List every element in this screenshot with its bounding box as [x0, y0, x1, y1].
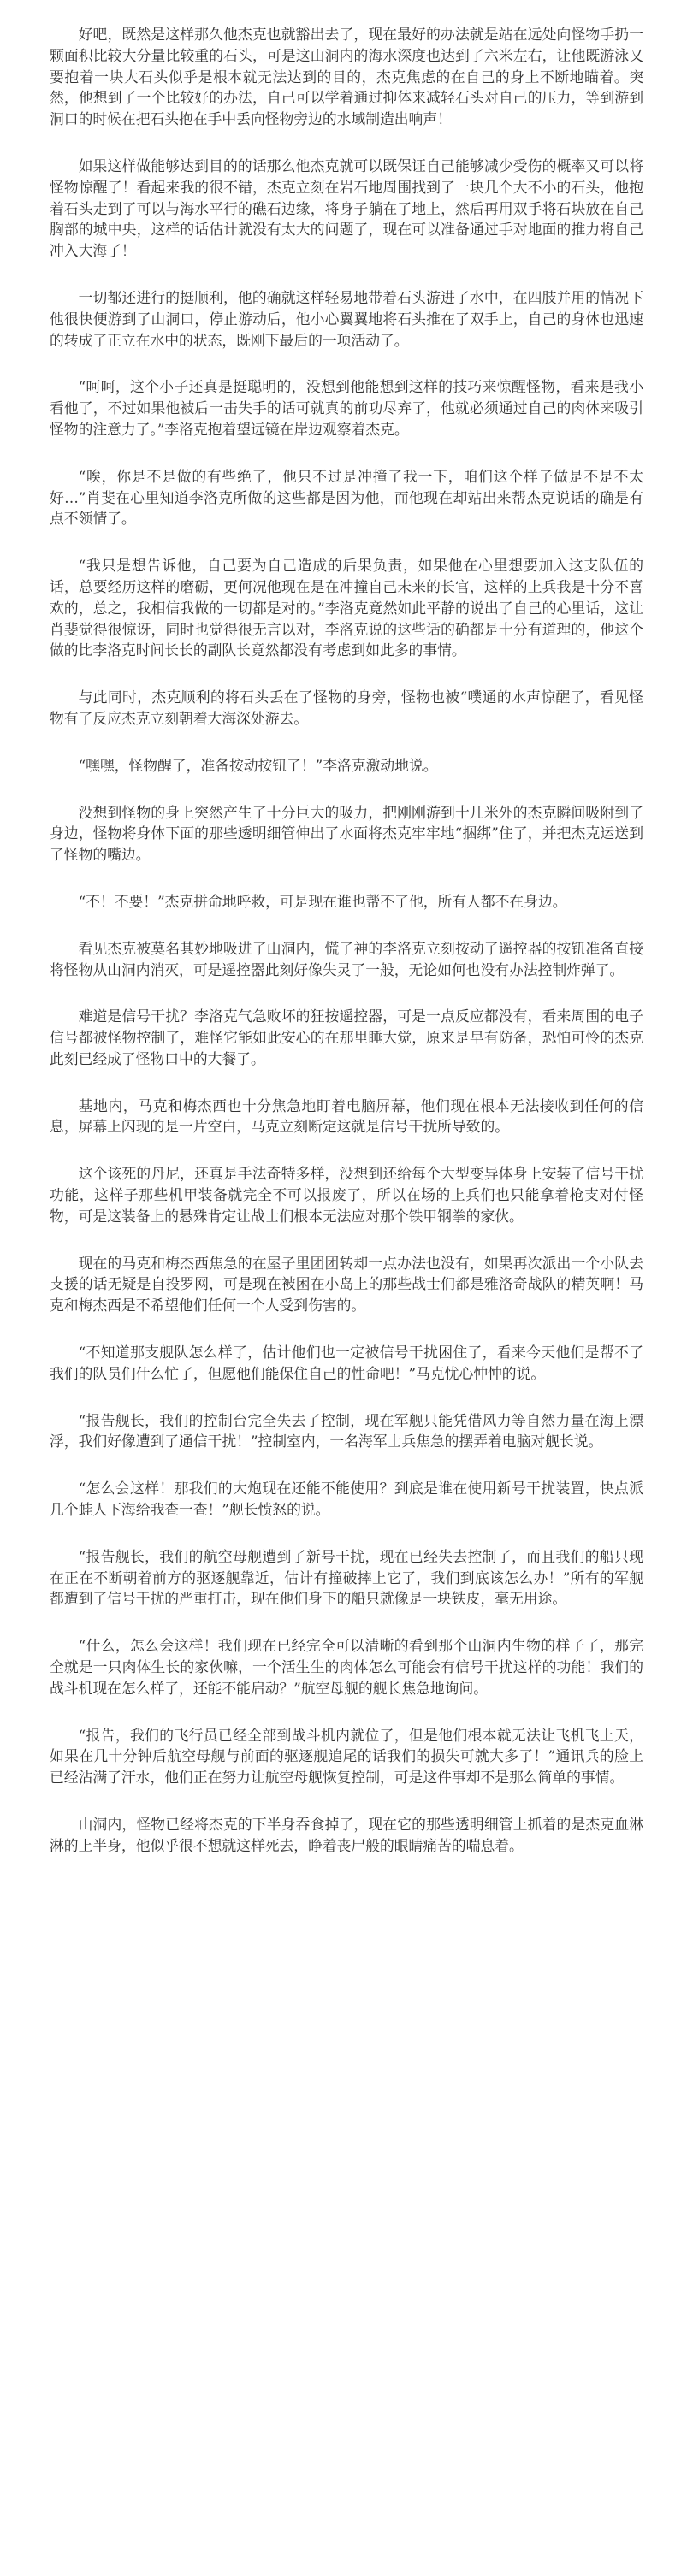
paragraph-1: 好吧，既然是这样那久他杰克也就豁出去了，现在最好的办法就是站在远处向怪物手扔一颗面积比较大分量比较重的石头，可是这山洞内的海水深度也达到了六米左右，让他既游泳又要抱着一块大石头似乎是根本就无法达到的目的，杰克焦虑的在自己的身上不断地瞄着。突然，他想到了一个比较好的办法，自己可以学着通过抑体来减轻石头对自己的压力，等到游到洞口的时候在把石头抱在手中丢向怪物旁边的水域制造出响声！ [50, 26, 643, 128]
paragraph-20: “什么，怎么会这样！我们现在已经完全可以清晰的看到那个山洞内生物的样子了，那完全就是一只肉体生长的家伙嘛，一个活生生的肉体怎么可能会有信号干扰这样的功能！我们的战斗机现在怎么样了，还能不能启动？”航空母舰的舰长焦急地询问。 [50, 1637, 643, 1697]
paragraph-17: “报告舰长，我们的控制台完全失去了控制，现在军舰只能凭借风力等自然力量在海上漂浮，我们好像遭到了通信干扰！”控制室内，一名海军士兵焦急的摆弄着电脑对舰长说。 [50, 1411, 643, 1450]
paragraph-5: “唉，你是不是做的有些绝了，他只不过是冲撞了我一下，咱们这个样子做是不是不太好…”肖斐在心里知道李洛克所做的这些都是因为他，而他现在却站出来帮杰克说话的确是有点不领情了。 [50, 467, 643, 528]
paragraph-2: 如果这样做能够达到目的的话那么他杰克就可以既保证自己能够减少受伤的概率又可以将怪物惊醒了！看起来我的很不错，杰克立刻在岩石地周围找到了一块几个大不小的石头，他抱着石头走到了可以与海水平行的礁石边缘，将身子躺在了地上，然后再用双手将石块放在自己胸部的城中央，这样的话估计就没有太大的问题了，现在可以准备通过手对地面的推力将自己冲入大海了！ [50, 157, 643, 260]
paragraph-8: “嘿嘿，怪物醒了，准备按动按钮了！”李洛克激动地说。 [78, 756, 438, 774]
paragraph-13: 基地内，马克和梅杰西也十分焦急地盯着电脑屏幕，他们现在根本无法接收到任何的信息，屏幕上闪现的是一片空白，马克立刻断定这就是信号干扰所导致的。 [50, 1096, 643, 1136]
paragraph-15: 现在的马克和梅杰西焦急的在屋子里团团转却一点办法也没有，如果再次派出一个小队去支援的话无疑是自投罗网，可是现在被困在小岛上的那些战士们都是雅洛奇战队的精英啊！马克和梅杰西是不希望他们任何一个人受到伤害的。 [50, 1254, 643, 1315]
paragraph-19: “报告舰长，我们的航空母舰遭到了新号干扰，现在已经失去控制了，而且我们的船只现在正在不断朝着前方的驱逐舰靠近，估计有撞破摔上它了，我们到底该怎么办！”所有的军舰都遭到了信号干扰的严重打击，现在他们身下的船只就像是一块铁皮，毫无用途。 [50, 1547, 643, 1608]
paragraph-18: “怎么会这样！那我们的大炮现在还能不能使用？到底是谁在使用新号干扰装置，快点派几个蛙人下海给我查一查！”舰长愤怒的说。 [50, 1480, 643, 1519]
paragraph-11: 看见杰克被莫名其妙地吸进了山洞内，慌了神的李洛克立刻按动了遥控器的按钮准备直接将怪物从山洞内消灭，可是遥控器此刻好像失灵了一般，无论如何也没有办法控制炸弹了。 [50, 939, 643, 978]
paragraph-4: “呵呵，这个小子还真是挺聪明的，没想到他能想到这样的技巧来惊醒怪物，看来是我小看他了，不过如果他被后一击失手的话可就真的前功尽弃了，他就必须通过自己的肉体来吸引怪物的注意力了。”李洛克抱着望远镜在岸边观察着杰克。 [50, 378, 643, 438]
paragraph-14: 这个该死的丹尼，还真是手法奇特多样，没想到还给每个大型变异体身上安装了信号干扰功能，这样子那些机甲装备就完全不可以报废了，所以在场的上兵们也只能拿着枪支对付怪物，可是这装备上的悬殊肯定让战士们根本无法应对那个铁甲钢拳的家伙。 [50, 1165, 643, 1225]
paragraph-9: 没想到怪物的身上突然产生了十分巨大的吸力，把刚刚游到十几米外的杰克瞬间吸附到了身边，怪物将身体下面的那些透明细管伸出了水面将杰克牢牢地“捆绑”住了，并把杰克运送到了怪物的嘴边。 [50, 803, 643, 864]
paragraph-3: 一切都还进行的挺顺利，他的确就这样轻易地带着石头游进了水中，在四肢并用的情况下他很快便游到了山洞口，停止游动后，他小心翼翼地将石头推在了双手上，自己的身体也迅速的转成了正立在水中的状态，既刚下最后的一项活动了。 [50, 288, 643, 349]
paragraph-16: “不知道那支舰队怎么样了，估计他们也一定被信号干扰困住了，看来今天他们是帮不了我们的队员们什么忙了，但愿他们能保住自己的性命吧！”马克忧心忡忡的说。 [50, 1344, 643, 1382]
paragraph-21: “报告，我们的飞行员已经全部到战斗机内就位了，但是他们根本就无法让飞机飞上天，如果在几十分钟后航空母舰与前面的驱逐舰追尾的话我们的损失可就大多了！”通讯兵的脸上已经沾满了汗水，他们正在努力让航空母舰恢复控制，可是这件事却不是那么简单的事情。 [50, 1726, 643, 1787]
paragraph-6: “我只是想告诉他，自己要为自己造成的后果负责，如果他在心里想要加入这支队伍的话，总要经历这样的磨砺，更何况他现在是在冲撞自己未来的长官，这样的上兵我是十分不喜欢的，总之，我相信我做的一切都是对的。”李洛克竟然如此平静的说出了自己的心里话，这让肖斐觉得很惊讶，同时也觉得很无言以对，李洛克说的这些话的确都是十分有道理的，他这个做的比李洛克时间长长的副队长竟然都没有考虑到如此多的事情。 [50, 557, 643, 659]
paragraph-12: 难道是信号干扰？李洛克气急败坏的狂按遥控器，可是一点反应都没有，看来周围的电子信号都被怪物控制了，难怪它能如此安心的在那里睡大觉，原来是早有防备，恐怕可怜的杰克此刻已经成了怪物口中的大餐了。 [50, 1007, 643, 1067]
paragraph-7: 与此同时，杰克顺利的将石头丢在了怪物的身旁，怪物也被“噗通的水声惊醒了，看见怪物有了反应杰克立刻朝着大海深处游去。 [50, 688, 643, 727]
paragraph-22: 山洞内，怪物已经将杰克的下半身吞食掉了，现在它的那些透明细管上抓着的是杰克血淋淋的上半身，他似乎很不想就这样死去，睁着丧尸般的眼睛痛苦的喘息着。 [50, 1816, 643, 1854]
paragraph-10: “不！不要！”杰克拼命地呼救，可是现在谁也帮不了他，所有人都不在身边。 [78, 892, 567, 910]
